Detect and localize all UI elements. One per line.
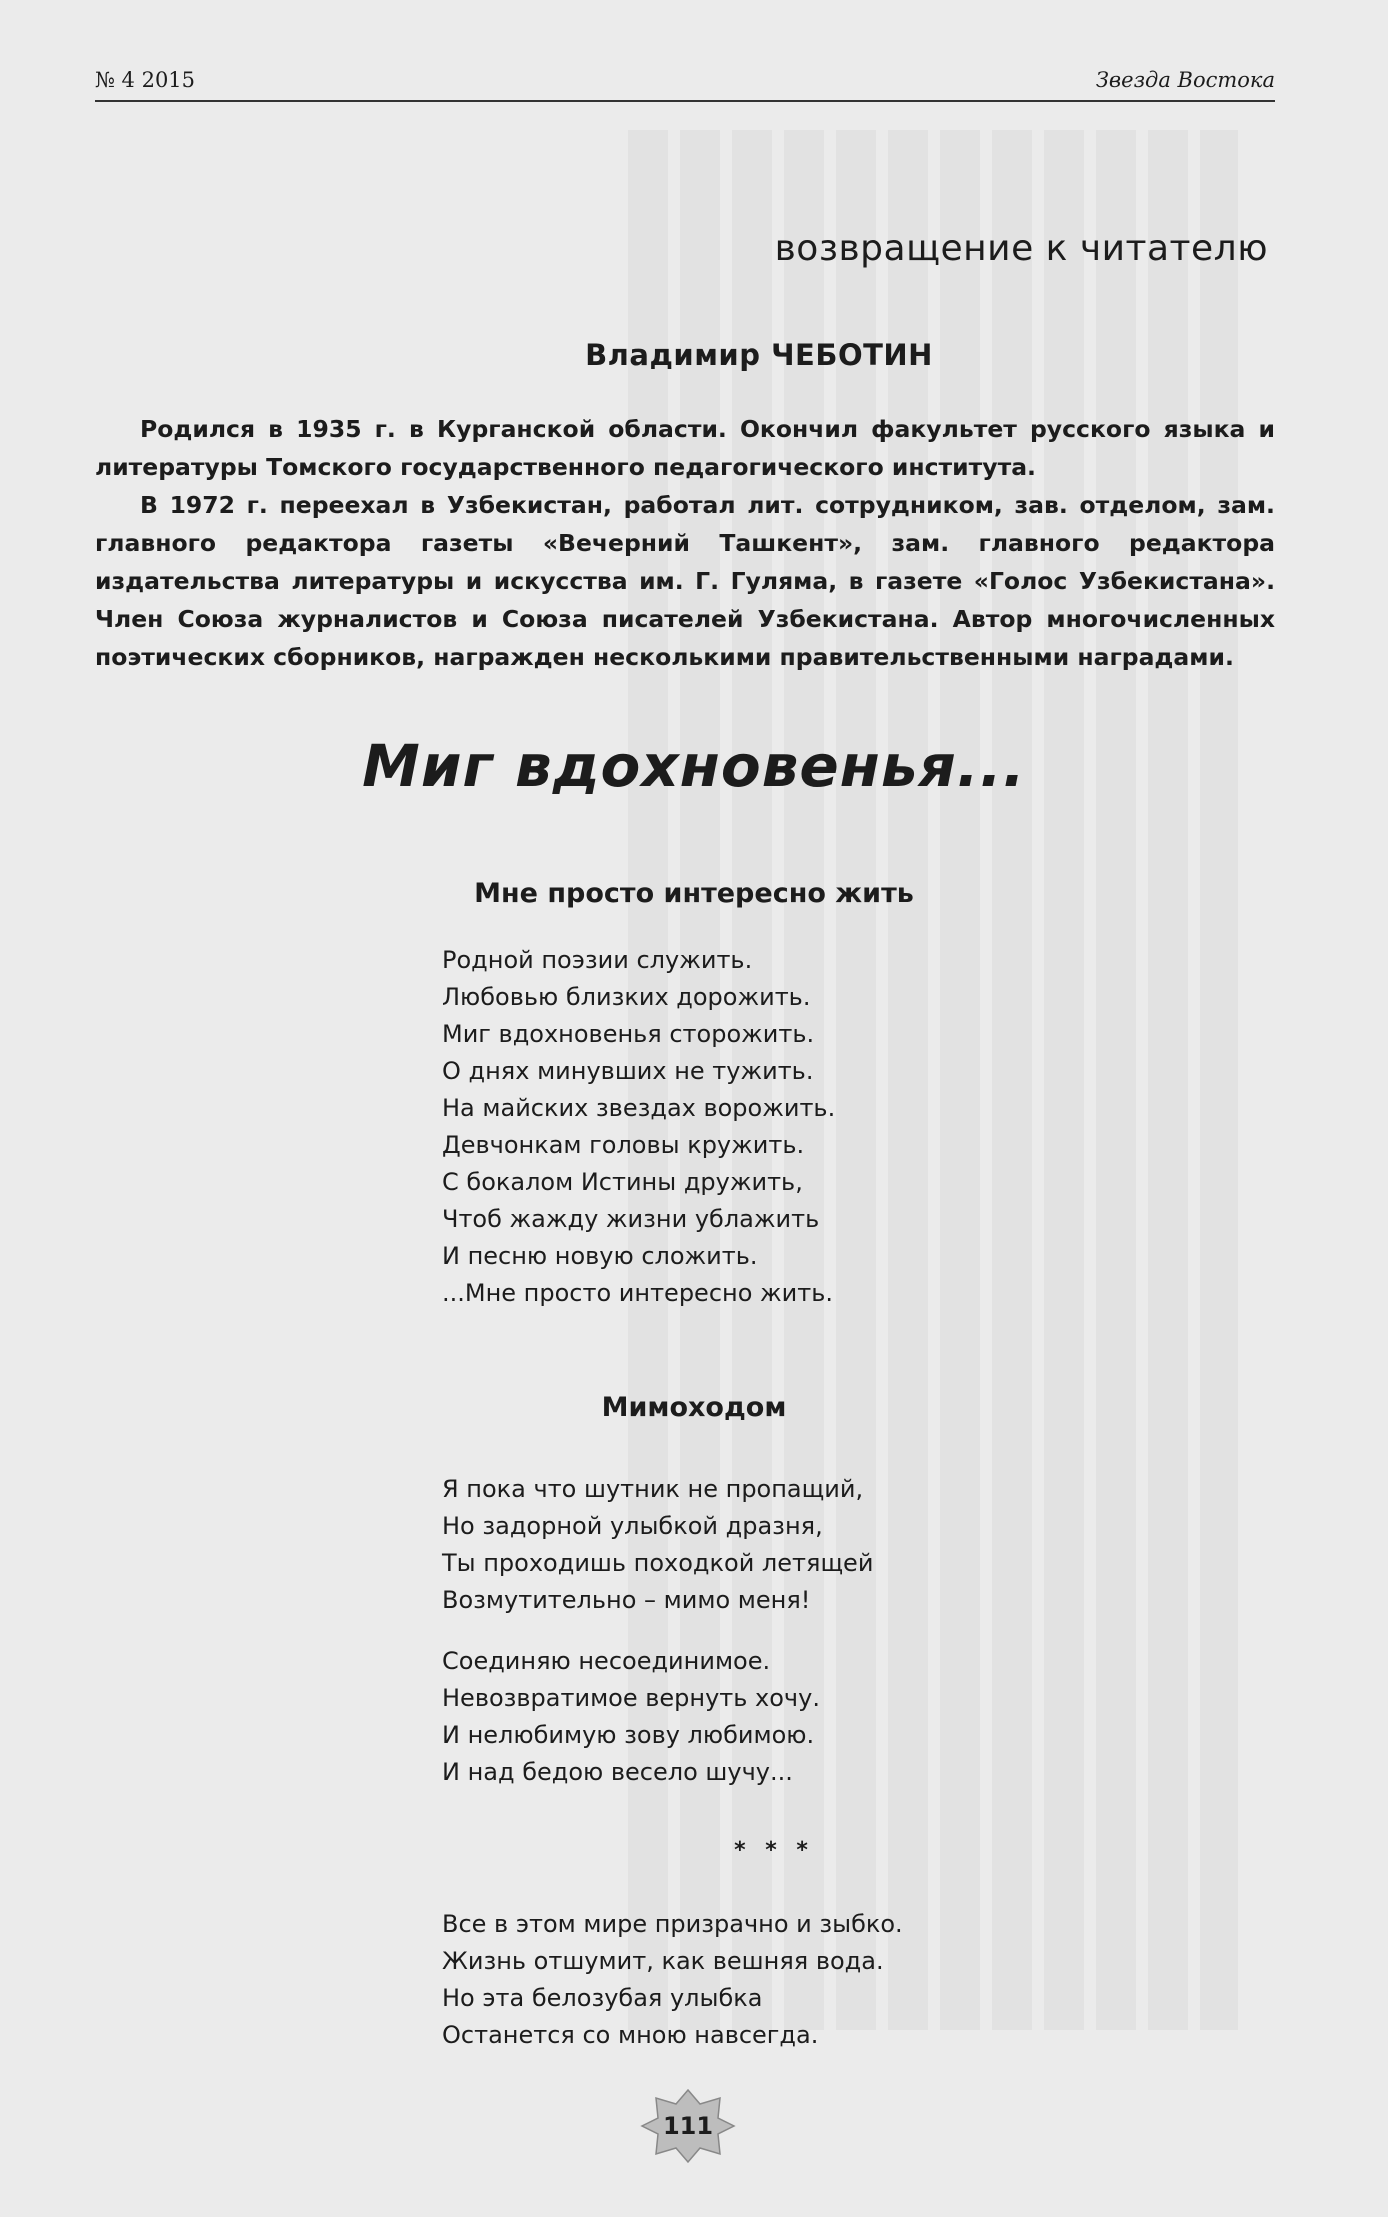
poem-line: Девчонкам головы кружить. [442,1131,805,1159]
page-number: 111 [662,2112,714,2140]
magazine-title: Звезда Востока [1095,68,1275,92]
bio-paragraph: В 1972 г. переехал в Узбекистан, работал лит. сотрудником, зав. отделом, зам. главного редактора газеты «Вечерний Ташкент», зам. главного редактора издательства литературы и искусства им. Г. Гуляма, в газете «Голос Узбекистана». Член Союза журналистов и Союза писателей Узбекистана. Автор многочисленных поэтических сборников, награжден несколькими правительственными наградами. [95,491,1275,671]
poem-line: Невозвратимое вернуть хочу. [442,1684,820,1712]
headline: Миг вдохновенья... [362,732,1026,800]
poem-line: Миг вдохновенья сторожить. [442,1020,815,1048]
poem-line: И над бедою весело шучу... [442,1758,793,1786]
poem-title: Мимоходом [601,1392,787,1423]
issue-number: № 4 2015 [95,68,196,92]
poem-line: О днях минувших не тужить. [442,1057,814,1085]
poem-line: Останется со мною навсегда. [442,2021,819,2049]
poem-title-stars: * * * [734,1838,814,1863]
poem-line: Чтоб жажду жизни ублажить [442,1205,820,1233]
poem-line: Но задорной улыбкой дразня, [442,1512,823,1540]
poem-body [442,1471,873,1791]
poem-line: На майских звездах ворожить. [442,1094,836,1122]
poem-line: Ты проходишь походкой летящей [442,1549,874,1577]
poem-body [442,1906,903,2054]
running-header [95,60,1275,102]
bio-paragraph: Родился в 1935 г. в Курганской области. Окончил факультет русского языка и литературы Томского государственного педагогического института. [95,415,1275,481]
poem-line: Возмутительно – мимо меня! [442,1586,811,1614]
poem-line: С бокалом Истины дружить, [442,1168,803,1196]
section-rubric: возвращение к читателю [774,228,1268,269]
poem-line: Соединяю несоединимое. [442,1647,771,1675]
poem-body [442,942,835,1312]
poem-line: ...Мне просто интересно жить. [442,1279,833,1307]
poem-line: Но эта белозубая улыбка [442,1984,763,2012]
author-name: Владимир ЧЕБОТИН [585,338,933,372]
poem-title: Мне просто интересно жить [474,878,914,909]
page-number-badge [640,2088,736,2164]
poem-line: И песню новую сложить. [442,1242,758,1270]
poem-line: И нелюбимую зову любимою. [442,1721,815,1749]
poem-line: Все в этом мире призрачно и зыбко. [442,1910,903,1938]
poem-line: Жизнь отшумит, как вешняя вода. [442,1947,884,1975]
poem-line: Родной поэзии служить. [442,946,753,974]
poem-line: Любовью близких дорожить. [442,983,811,1011]
author-bio [95,410,1275,676]
poem-line: Я пока что шутник не пропащий, [442,1475,864,1503]
